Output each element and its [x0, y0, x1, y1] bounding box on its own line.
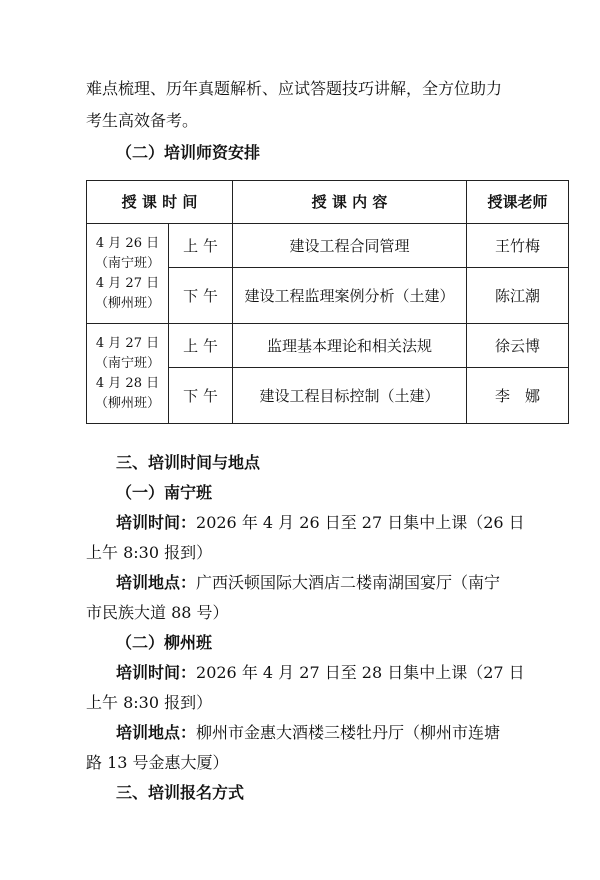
nanning-time [116, 512, 525, 534]
liuzhou-place-text: 柳州市金惠大酒楼三楼牡丹厅（柳州市连塘 [196, 723, 501, 742]
content-cell: 监理基本理论和相关法规 [233, 324, 467, 368]
teacher-cell: 陈江潮 [467, 268, 569, 324]
header-content: 授 课 内 容 [233, 181, 467, 224]
period-cell: 下 午 [169, 368, 233, 424]
period-cell: 上 午 [169, 324, 233, 368]
nanning-place [116, 572, 500, 594]
liuzhou-time-cont: 上午 8:30 报到） [86, 693, 213, 712]
section-signup-heading: 三、培训报名方式 [116, 783, 245, 802]
liuzhou-place-cont: 路 13 号金惠大厦） [86, 753, 229, 772]
intro-line-1: 难点梳理、历年真题解析、应试答题技巧讲解，全方位助力 [86, 79, 503, 98]
content-cell: 建设工程目标控制（土建） [233, 368, 467, 424]
liuzhou-heading: （二）柳州班 [116, 633, 213, 652]
header-time: 授 课 时 间 [87, 181, 233, 224]
section-time-place-heading: 三、培训时间与地点 [116, 453, 261, 472]
nanning-time-cont: 上午 8:30 报到） [86, 543, 213, 562]
nanning-place-text: 广西沃顿国际大酒店二楼南湖国宴厅（南宁 [196, 573, 501, 592]
liuzhou-time-label: 培训时间： [116, 663, 197, 682]
intro-line-2: 考生高效备考。 [86, 111, 199, 130]
teacher-cell: 王竹梅 [467, 224, 569, 268]
date-cell: 4 月 27 日 （南宁班） 4 月 28 日 （柳州班） [87, 324, 169, 424]
liuzhou-place-label: 培训地点： [116, 723, 197, 742]
schedule-table [86, 180, 569, 424]
content-cell: 建设工程监理案例分析（土建） [233, 268, 467, 324]
table-row [87, 324, 569, 368]
teacher-cell: 李 娜 [467, 368, 569, 424]
table-header-row [87, 181, 569, 224]
liuzhou-time-text: 2026 年 4 月 27 日至 28 日集中上课（27 日 [196, 663, 525, 682]
nanning-time-text: 2026 年 4 月 26 日至 27 日集中上课（26 日 [196, 513, 525, 532]
period-cell: 上 午 [169, 224, 233, 268]
nanning-heading: （一）南宁班 [116, 483, 213, 502]
nanning-place-label: 培训地点： [116, 573, 197, 592]
date-cell: 4 月 26 日 （南宁班） 4 月 27 日 （柳州班） [87, 224, 169, 324]
teacher-cell: 徐云博 [467, 324, 569, 368]
nanning-place-cont: 市民族大道 88 号） [86, 603, 229, 622]
liuzhou-place [116, 722, 500, 744]
liuzhou-time [116, 662, 525, 684]
content-cell: 建设工程合同管理 [233, 224, 467, 268]
table-row [87, 224, 569, 268]
section-teachers-heading: （二）培训师资安排 [116, 143, 261, 162]
period-cell: 下 午 [169, 268, 233, 324]
nanning-time-label: 培训时间： [116, 513, 197, 532]
header-teacher: 授课老师 [467, 181, 569, 224]
